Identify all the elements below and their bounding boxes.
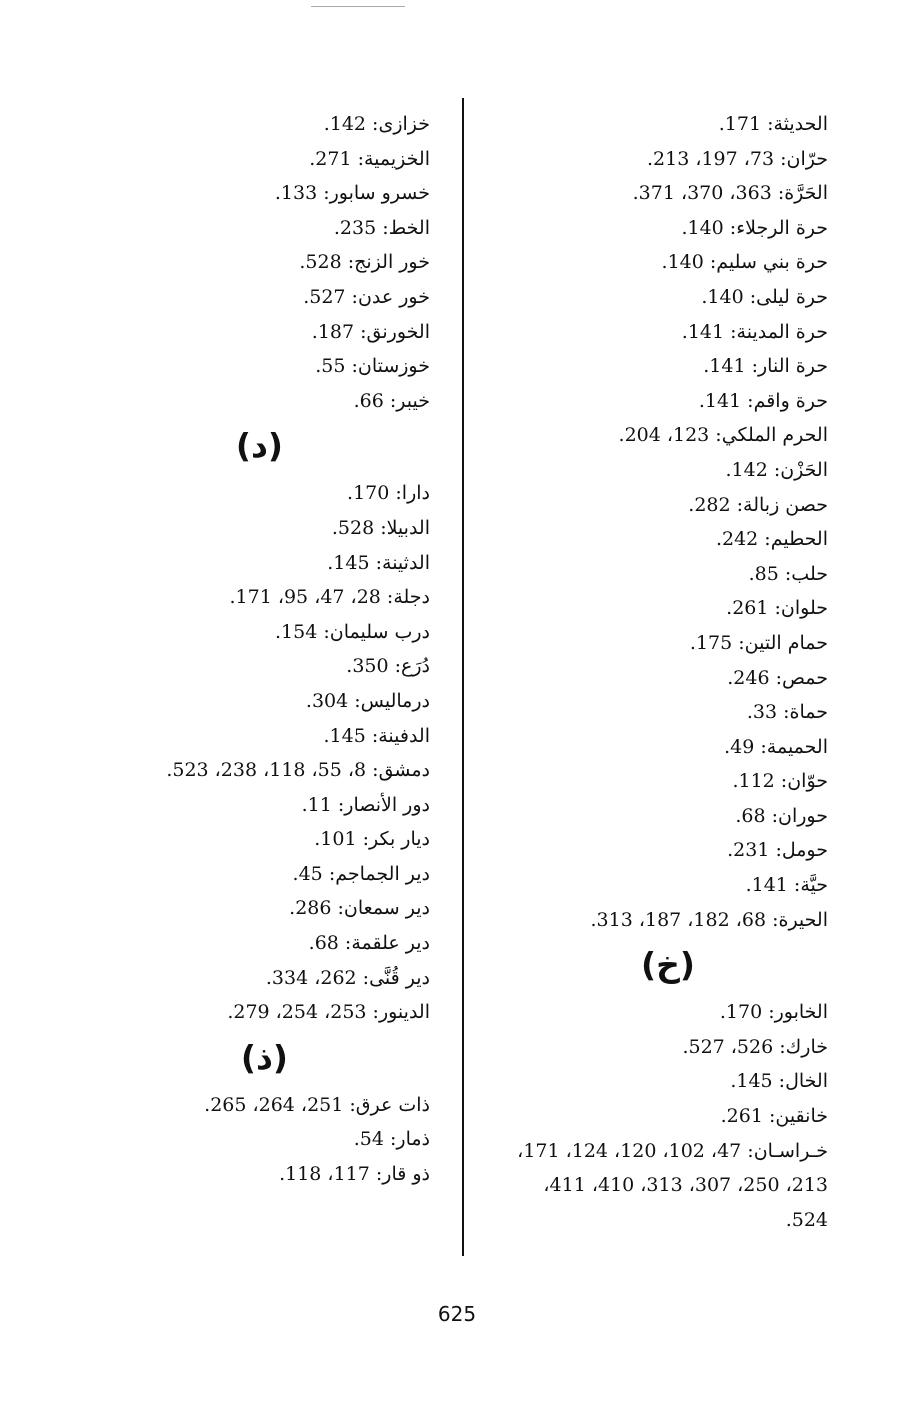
index-entry: خور الزنج: 528.	[299, 251, 430, 274]
index-entry: ديار بكر: 101.	[314, 828, 430, 851]
index-entry: خزازى: 142.	[323, 113, 430, 135]
index-entry: حرة ليلى: 140.	[701, 285, 828, 308]
index-entry: دير سمعان: 286.	[289, 897, 430, 920]
index-entry: خانقين: 261.	[720, 1105, 828, 1128]
index-entry: حرّان: 73، 197، 213.	[646, 147, 828, 170]
index-entry: الخال: 145.	[730, 1070, 828, 1093]
index-entry-continued: 213، 250، 307، 313، 410، 411،	[543, 1174, 828, 1197]
index-entry: دجلة: 28، 47، 95، 171.	[229, 586, 430, 609]
index-entry: درب سليمان: 154.	[275, 620, 430, 643]
index-entry: خـراسـان: 47، 102، 120، 124، 171،	[517, 1139, 828, 1162]
index-entry: دُرَع: 350.	[346, 655, 430, 678]
index-entry: الدينور: 253، 254، 279.	[227, 1001, 430, 1024]
index-entry: خارك: 526، 527.	[682, 1035, 828, 1058]
index-entry: الخورنق: 187.	[311, 320, 430, 343]
index-entry: الحميمة: 49.	[724, 735, 828, 758]
index-entry: الدبيلا: 528.	[331, 516, 430, 539]
index-entry: ذو قار: 117، 118.	[279, 1163, 430, 1186]
index-entry: حلب: 85.	[748, 562, 828, 585]
index-entry: الحطيم: 242.	[715, 528, 828, 551]
index-entry: حوّان: 112.	[732, 770, 828, 793]
left-entries-kha	[88, 107, 448, 418]
column-divider	[462, 98, 464, 1256]
index-entry: ذمار: 54.	[353, 1128, 430, 1151]
index-entry: دارا: 170.	[347, 482, 430, 505]
index-entry: الدثينة: 145.	[327, 551, 430, 574]
index-entry: دير قُنَّى: 262، 334.	[265, 966, 430, 989]
section-letter-thal: (ذ)	[240, 1037, 288, 1077]
index-entry: ذات عرق: 251، 264، 265.	[204, 1093, 430, 1116]
index-entry: حرة بني سليم: 140.	[661, 251, 828, 274]
index-entry: حوران: 68.	[735, 804, 828, 827]
index-entry: دير علقمة: 68.	[308, 932, 430, 955]
index-entry: الحرم الملكي: 123، 204.	[618, 424, 828, 447]
index-entry: الحَزْن: 142.	[725, 458, 828, 481]
index-entry: الحَرَّة: 363، 370، 371.	[632, 182, 828, 205]
index-entry: حماة: 33.	[746, 701, 828, 724]
index-entry: خسرو سابور: 133.	[274, 182, 430, 205]
index-entry: الحديثة: 171.	[718, 113, 828, 135]
left-column	[88, 107, 448, 1192]
left-entries-dal	[88, 476, 448, 1030]
index-entry: حرة واقم: 141.	[698, 389, 828, 412]
index-entry: الخط: 235.	[333, 216, 430, 239]
left-entries-thal	[88, 1088, 448, 1192]
section-letter-kha: (خ)	[641, 945, 695, 985]
index-entry: دمشق: 8، 55، 118، 238، 523.	[166, 759, 430, 782]
right-column	[468, 107, 828, 1237]
index-entry: خور عدن: 527.	[303, 285, 430, 308]
index-entry: الخابور: 170.	[719, 1001, 828, 1024]
index-entry: خوزستان: 55.	[315, 355, 430, 378]
index-entry: حلوان: 261.	[726, 597, 828, 620]
right-entries-after	[468, 995, 828, 1237]
page-number: 625	[437, 1302, 477, 1326]
index-entry: حصن زبالة: 282.	[688, 493, 828, 516]
section-letter-dal: (د)	[235, 426, 283, 466]
index-entry: دور الأنصار: 11.	[301, 793, 430, 816]
index-entry: دير الجماجم: 45.	[292, 862, 430, 885]
index-entry: درماليس: 304.	[305, 689, 430, 712]
index-entry: حرة النار: 141.	[703, 355, 828, 378]
index-entry: حيَّة: 141.	[745, 874, 828, 897]
top-rule	[311, 6, 405, 7]
index-entry: الخزيمية: 271.	[309, 147, 430, 170]
index-entry: خيبر: 66.	[353, 389, 430, 412]
index-entry: حرة الرجلاء: 140.	[681, 216, 828, 239]
index-entry: حمص: 246.	[727, 666, 828, 689]
index-entry: حرة المدينة: 141.	[681, 320, 828, 343]
right-entries-before	[468, 107, 828, 937]
index-entry: الحيرة: 68، 182، 187، 313.	[590, 908, 828, 931]
index-entry: حومل: 231.	[727, 839, 828, 862]
index-entry: الدفينة: 145.	[323, 724, 430, 747]
index-entry: حمام التين: 175.	[689, 631, 828, 654]
index-entry-continued: 524.	[785, 1208, 828, 1231]
